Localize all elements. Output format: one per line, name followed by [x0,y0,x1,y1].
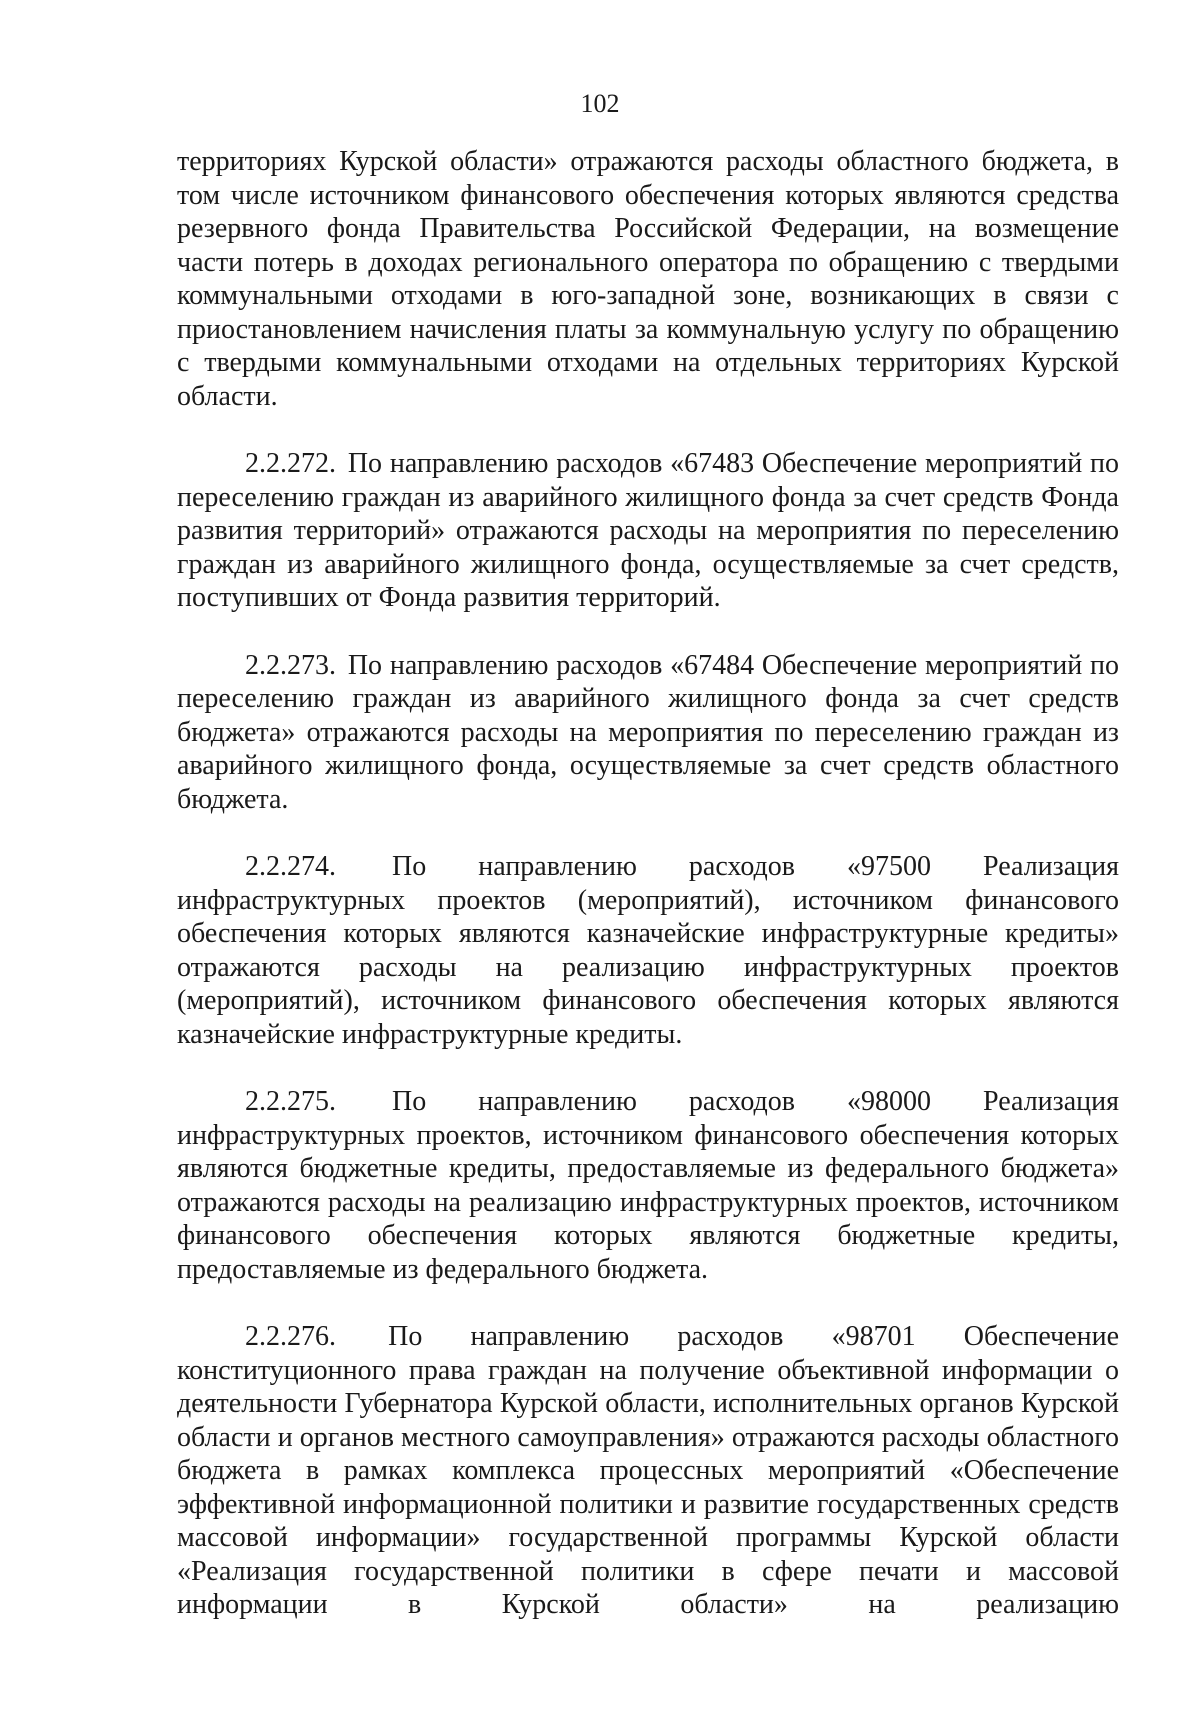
paragraph-text: По направлению расходов «67483 Обеспечение мероприятий по переселению граждан из аварийного жилищного фонда за счет средств Фонда развития территорий» отражаются расходы на мероприятия по переселению граждан из аварийного жилищного фонда, осуществляемые за счет средств, поступивших от Фонда развития территорий. [177,448,1119,613]
paragraph-2-2-272 [177,447,1119,615]
paragraph-continuation [177,145,1119,413]
paragraph-2-2-276 [177,1320,1119,1622]
paragraph-2-2-275 [177,1085,1119,1286]
paragraph-number: 2.2.274. [245,851,336,882]
page-number: 102 [580,89,620,118]
paragraph-number: 2.2.275. [245,1086,336,1117]
paragraph-number: 2.2.273. [245,649,336,681]
paragraph-text: По направлению расходов «67484 Обеспечение мероприятий по переселению граждан из аварийного жилищного фонда за счет средств бюджета» отражаются расходы на мероприятия по переселению граждан из аварийного жилищного фонда, осуществляемые за счет средств областного бюджета. [177,649,1119,815]
paragraph-2-2-273 [177,649,1119,817]
paragraph-number: 2.2.276. [245,1321,336,1352]
paragraph-text: По направлению расходов «98000 Реализация инфраструктурных проектов, источником финансового обеспечения которых являются бюджетные кредиты, предоставляемые из федерального бюджета» отражаются расходы на реализацию инфраструктурных проектов, источником финансового обеспечения которых являются бюджетные кредиты, предоставляемые из федерального бюджета. [177,1086,1119,1285]
paragraph-2-2-274 [177,850,1119,1051]
document-body [177,145,1119,1622]
paragraph-text: территориях Курской области» отражаются расходы областного бюджета, в том числе источником финансового обеспечения которых являются средства резервного фонда Правительства Российской Федерации, на возмещение части потерь в доходах регионального оператора по обращению с твердыми коммунальными отходами в юго-западной зоне, возникающих в связи с приостановлением начисления платы за коммунальную услугу по обращению с твердыми коммунальными отходами на отдельных территориях Курской области. [177,146,1119,412]
paragraph-text: По направлению расходов «97500 Реализация инфраструктурных проектов (мероприятий), источником финансового обеспечения которых являются казначейские инфраструктурные кредиты» отражаются расходы на реализацию инфраструктурных проектов (мероприятий), источником финансового обеспечения которых являются казначейские инфраструктурные кредиты. [177,851,1119,1050]
paragraph-number: 2.2.272. [245,448,336,479]
paragraph-text: По направлению расходов «98701 Обеспечение конституционного права граждан на получение объективной информации о деятельности Губернатора Курской области, исполнительных органов Курской области и органов местного самоуправления» отражаются расходы областного бюджета в рамках комплекса процессных мероприятий «Обеспечение эффективной информационной политики и развитие государственных средств массовой информации» государственной программы Курской области «Реализация государственной политики в сфере печати и массовой информации в Курской области» на реализацию [177,1321,1120,1620]
